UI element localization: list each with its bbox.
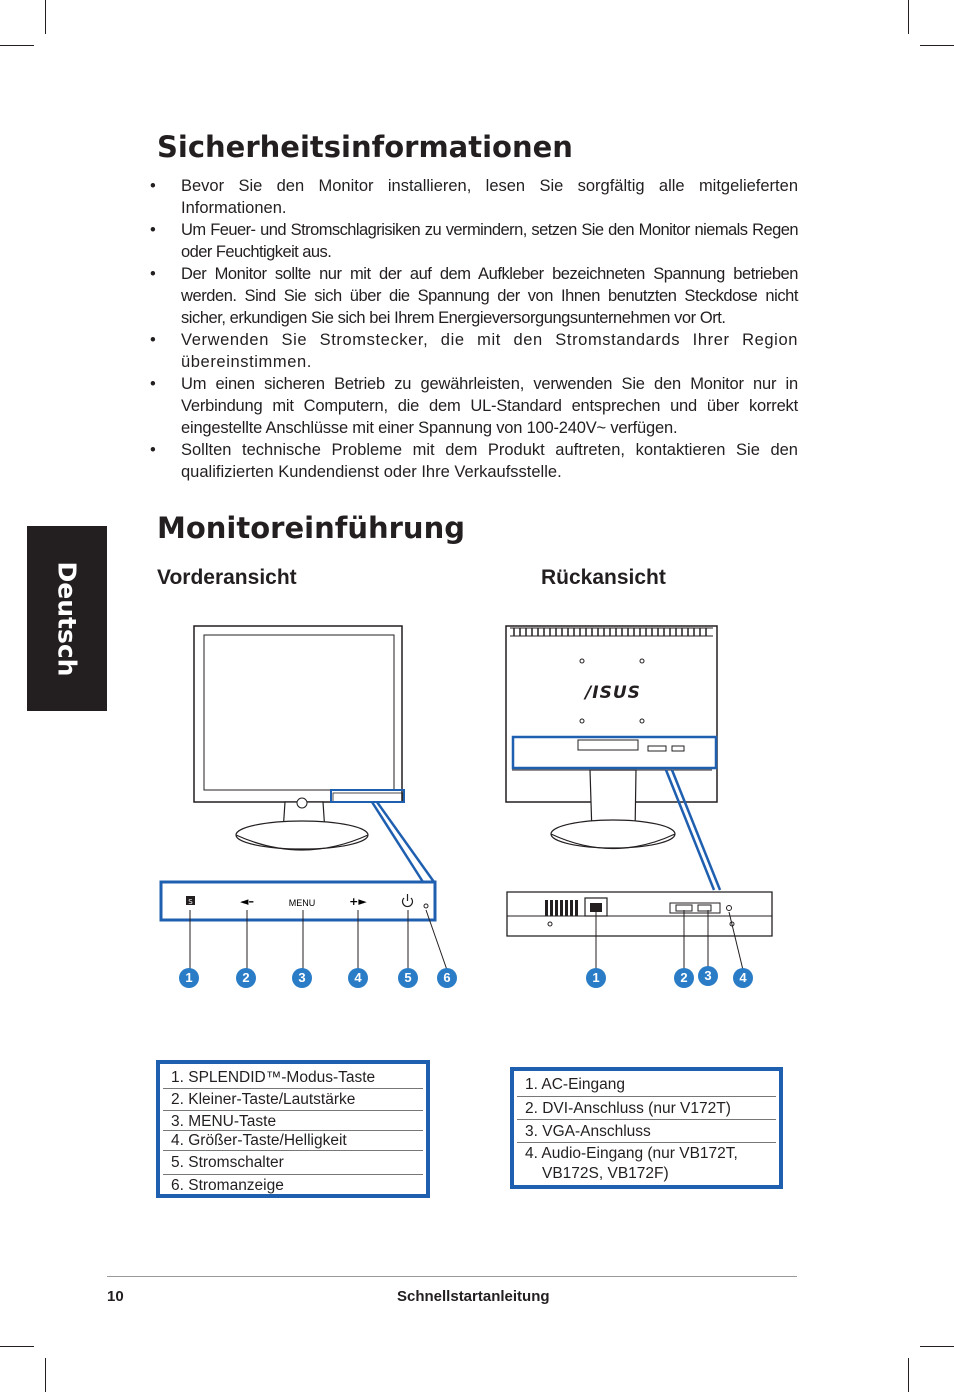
- legend-row: 3. VGA-Anschluss: [517, 1120, 776, 1143]
- back-legend-table: [510, 1067, 783, 1189]
- menu-button-label: MENU: [288, 898, 316, 908]
- callout-badge: 5: [398, 968, 418, 988]
- plus-button-label: +►: [349, 895, 367, 908]
- back-view-illustration: [500, 620, 780, 1000]
- crop-mark: [0, 1346, 34, 1347]
- page-number: 10: [107, 1288, 124, 1305]
- safety-item: • Sollten technische Probleme mit dem Produkt auftreten, kontaktieren Sie den qualifizierten Kundendienst oder Ihre Verkaufsstelle.: [150, 441, 798, 481]
- legend-row: 1. SPLENDID™-Modus-Taste: [163, 1066, 423, 1089]
- crop-mark: [0, 45, 34, 46]
- callout-badge: 2: [674, 968, 694, 988]
- callout-badge: 1: [586, 968, 606, 988]
- callout-badge: 3: [698, 966, 718, 986]
- audio-input-port-icon: [727, 906, 732, 911]
- front-legend-table: [156, 1060, 430, 1198]
- legend-row: 4. Audio-Eingang (nur VB172T, VB172S, VB172F): [525, 1145, 738, 1182]
- crop-mark: [45, 0, 46, 34]
- back-view-title: Rückansicht: [541, 566, 666, 589]
- crop-mark: [920, 1346, 954, 1347]
- crop-mark: [908, 1358, 909, 1392]
- vga-port-icon: [698, 905, 711, 911]
- safety-list: [148, 175, 798, 483]
- legend-row: 3. MENU-Taste: [163, 1111, 423, 1131]
- asus-logo: /ISUS: [585, 683, 641, 703]
- footer-title: Schnellstartanleitung: [397, 1288, 550, 1305]
- legend-row: 1. AC-Eingang: [517, 1073, 776, 1097]
- legend-row: 2. DVI-Anschluss (nur V172T): [517, 1097, 776, 1120]
- legend-row: 2. Kleiner-Taste/Lautstärke: [163, 1089, 423, 1111]
- front-monitor-screen: [204, 635, 394, 790]
- crop-mark: [45, 1358, 46, 1392]
- callout-badge: 4: [348, 968, 368, 988]
- legend-row: 6. Stromanzeige: [171, 1177, 284, 1194]
- safety-item: • Verwenden Sie Stromstecker, die mit den Stromstandards Ihrer Region übereinstimmen.: [150, 331, 798, 371]
- splendid-button-label: S: [188, 898, 193, 906]
- callout-badge: 6: [437, 968, 457, 988]
- safety-item: • Der Monitor sollte nur mit der auf dem Aufkleber bezeichneten Spannung betrieben werden. Sind Sie sich über die Spannung der von Ihnen benutzten Steckdose nicht sicher, erkundigen Sie sich bei Ihrem Energieversorgungsunternehmen vor Ort.: [150, 265, 798, 327]
- crop-mark: [920, 45, 954, 46]
- language-tab: [27, 526, 107, 711]
- callout-badge: 2: [236, 968, 256, 988]
- callout-badge: 4: [733, 968, 753, 988]
- minus-button-label: ◄–: [240, 895, 254, 908]
- power-led-icon: [424, 904, 428, 908]
- footer-rule: [107, 1276, 797, 1277]
- front-view-title: Vorderansicht: [157, 566, 297, 589]
- callout-badge: 3: [292, 968, 312, 988]
- language-tab-label: Deutsch: [52, 561, 82, 676]
- safety-item: • Um Feuer- und Stromschlagrisiken zu vermindern, setzen Sie den Monitor niemals Regen oder Feuchtigkeit aus.: [150, 221, 798, 261]
- legend-row: 4. Größer-Taste/Helligkeit: [163, 1131, 423, 1151]
- crop-mark: [908, 0, 909, 34]
- safety-title: Sicherheitsinformationen: [157, 130, 573, 164]
- legend-row: 5. Stromschalter: [163, 1151, 423, 1175]
- front-view-illustration: [155, 620, 455, 1000]
- safety-item: • Bevor Sie den Monitor installieren, lesen Sie sorgfältig alle mitgelieferten Informationen.: [150, 177, 798, 217]
- safety-item: • Um einen sicheren Betrieb zu gewährleisten, verwenden Sie den Monitor nur in Verbindung mit Computern, die dem UL-Standard entsprechen und über korrekt eingestellte Anschlüsse mit einer Spannung von 100-240V~ verfügen.: [150, 375, 798, 437]
- callout-badge: 1: [179, 968, 199, 988]
- intro-title: Monitoreinführung: [157, 511, 465, 545]
